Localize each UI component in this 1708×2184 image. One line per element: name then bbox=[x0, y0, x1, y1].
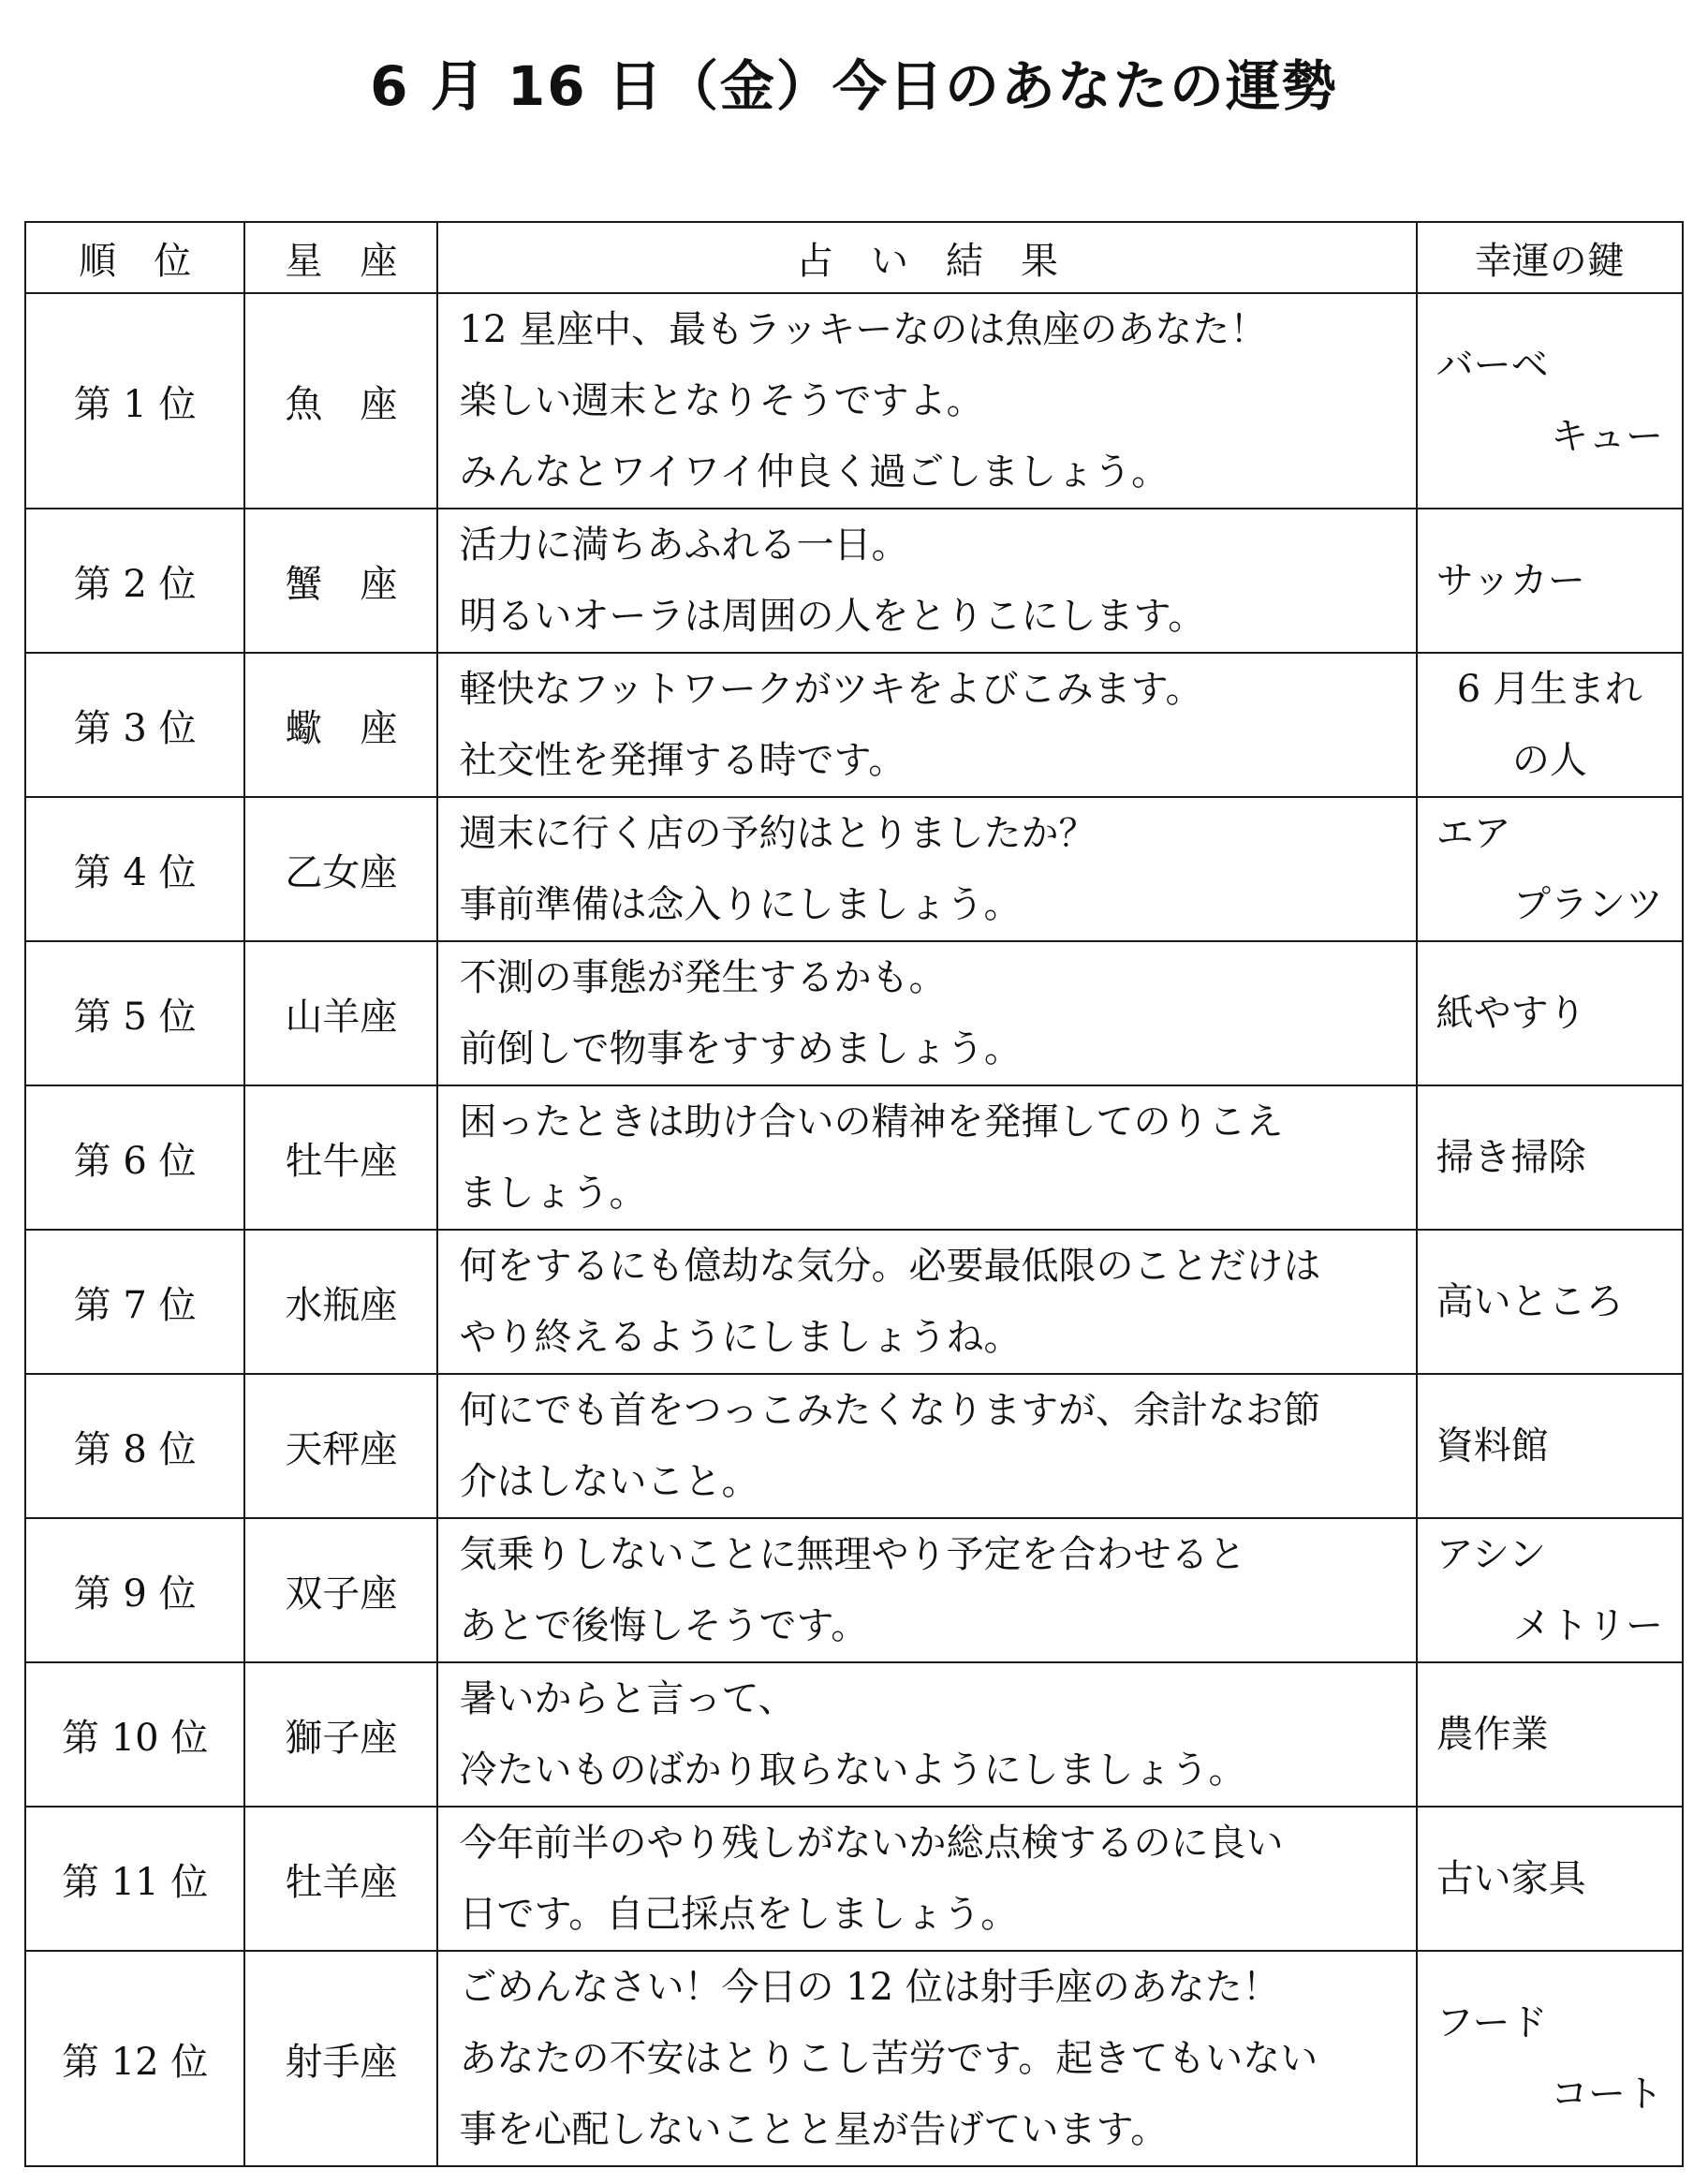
result-line: 明るいオーラは周囲の人をとりこにします。 bbox=[459, 595, 1206, 638]
table-row bbox=[25, 1662, 1683, 1807]
key-line: 古い家具 bbox=[1436, 1857, 1586, 1900]
rank-cell: 第 10 位 bbox=[25, 1662, 244, 1807]
key-line: 6 月生まれ bbox=[1456, 668, 1642, 711]
sign-cell: 牡牛座 bbox=[244, 1085, 437, 1230]
result-cell bbox=[437, 1951, 1416, 2166]
table-row bbox=[25, 509, 1683, 653]
sign-cell: 魚 座 bbox=[244, 293, 437, 509]
result-cell bbox=[437, 509, 1416, 653]
table-row bbox=[25, 653, 1683, 797]
result-cell bbox=[437, 941, 1416, 1085]
result-line: 楽しい週末となりそうですよ。 bbox=[459, 379, 984, 422]
result-line: 週末に行く店の予約はとりましたか？ bbox=[459, 812, 1097, 855]
result-line: ごめんなさい！今日の 12 位は射手座のあなた！ bbox=[459, 1966, 1280, 2009]
key-line: 紙やすり bbox=[1436, 992, 1586, 1035]
key-line: バーベ bbox=[1436, 344, 1549, 387]
sign-cell: 蠍 座 bbox=[244, 653, 437, 797]
table-row bbox=[25, 1951, 1683, 2166]
key-cell bbox=[1417, 293, 1683, 509]
sign-cell: 獅子座 bbox=[244, 1662, 437, 1807]
key-cell bbox=[1417, 1951, 1683, 2166]
result-line: 社交性を発揮する時です。 bbox=[459, 739, 906, 782]
table-row bbox=[25, 1230, 1683, 1374]
result-line: 日です。自己採点をしましょう。 bbox=[459, 1893, 1019, 1936]
rank-cell: 第 4 位 bbox=[25, 797, 244, 941]
sign-cell: 双子座 bbox=[244, 1518, 437, 1662]
header-rank: 順 位 bbox=[25, 222, 244, 293]
sign-cell: 牡羊座 bbox=[244, 1807, 437, 1951]
rank-cell: 第 9 位 bbox=[25, 1518, 244, 1662]
key-cell bbox=[1417, 1518, 1683, 1662]
key-line: エア bbox=[1436, 812, 1511, 855]
rank-cell: 第 6 位 bbox=[25, 1085, 244, 1230]
result-line: 何にでも首をつっこみたくなりますが、余計なお節 bbox=[459, 1389, 1321, 1432]
result-cell bbox=[437, 1085, 1416, 1230]
key-line: アシン bbox=[1436, 1533, 1547, 1576]
header-result: 占 い 結 果 bbox=[437, 222, 1416, 293]
key-line: サッカー bbox=[1436, 559, 1585, 602]
key-cell bbox=[1417, 1807, 1683, 1951]
table-row bbox=[25, 1085, 1683, 1230]
sign-cell: 天秤座 bbox=[244, 1374, 437, 1518]
result-line: 介はしないこと。 bbox=[459, 1460, 759, 1503]
result-cell bbox=[437, 1518, 1416, 1662]
key-line: 高いところ bbox=[1436, 1280, 1624, 1323]
result-cell bbox=[437, 1230, 1416, 1374]
key-line: 農作業 bbox=[1436, 1713, 1549, 1756]
key-line: プランツ bbox=[1513, 883, 1663, 926]
key-cell bbox=[1417, 653, 1683, 797]
result-line: 何をするにも億劫な気分。必要最低限のことだけは bbox=[459, 1245, 1321, 1288]
key-line: の人 bbox=[1511, 739, 1587, 782]
result-line: ましょう。 bbox=[459, 1172, 647, 1215]
result-line: 事前準備は念入りにしましょう。 bbox=[459, 883, 1022, 926]
result-line: 事を心配しないことと星が告げています。 bbox=[459, 2108, 1169, 2151]
header-sign: 星 座 bbox=[244, 222, 437, 293]
table-row bbox=[25, 1807, 1683, 1951]
key-cell bbox=[1417, 941, 1683, 1085]
table-row bbox=[25, 1518, 1683, 1662]
result-cell bbox=[437, 1807, 1416, 1951]
key-line: コート bbox=[1551, 2073, 1663, 2116]
key-cell bbox=[1417, 1230, 1683, 1374]
result-cell bbox=[437, 653, 1416, 797]
table-row bbox=[25, 941, 1683, 1085]
header-row bbox=[25, 222, 1683, 293]
result-line: 今年前半のやり残しがないか総点検するのに良い bbox=[459, 1822, 1284, 1865]
result-cell bbox=[437, 1374, 1416, 1518]
sign-cell: 射手座 bbox=[244, 1951, 437, 2166]
rank-cell: 第 2 位 bbox=[25, 509, 244, 653]
key-cell bbox=[1417, 1662, 1683, 1807]
result-line: やり終えるようにしましょうね。 bbox=[459, 1316, 1022, 1359]
table-row bbox=[25, 797, 1683, 941]
rank-cell: 第 8 位 bbox=[25, 1374, 244, 1518]
table-row bbox=[25, 1374, 1683, 1518]
result-line: 12 星座中、最もラッキーなのは魚座のあなた！ bbox=[459, 308, 1268, 351]
rank-cell: 第 12 位 bbox=[25, 1951, 244, 2166]
rank-cell: 第 1 位 bbox=[25, 293, 244, 509]
key-cell bbox=[1417, 797, 1683, 941]
rank-cell: 第 7 位 bbox=[25, 1230, 244, 1374]
result-line: あとで後悔しそうです。 bbox=[459, 1604, 869, 1647]
key-cell bbox=[1417, 509, 1683, 653]
rank-cell: 第 3 位 bbox=[25, 653, 244, 797]
sign-cell: 乙女座 bbox=[244, 797, 437, 941]
header-key: 幸運の鍵 bbox=[1417, 222, 1683, 293]
result-line: 軽快なフットワークがツキをよびこみます。 bbox=[459, 668, 1203, 711]
sign-cell: 蟹 座 bbox=[244, 509, 437, 653]
key-line: メトリー bbox=[1513, 1604, 1663, 1647]
result-line: 暑いからと言って、 bbox=[459, 1677, 796, 1720]
key-cell bbox=[1417, 1085, 1683, 1230]
key-line: 掃き掃除 bbox=[1436, 1136, 1586, 1179]
key-line: キュー bbox=[1551, 415, 1663, 458]
result-cell bbox=[437, 797, 1416, 941]
fortune-table bbox=[24, 221, 1684, 2167]
key-cell bbox=[1417, 1374, 1683, 1518]
result-line: 気乗りしないことに無理やり予定を合わせると bbox=[459, 1533, 1246, 1576]
result-line: 活力に満ちあふれる一日。 bbox=[459, 524, 909, 567]
result-line: 不測の事態が発生するかも。 bbox=[459, 956, 947, 999]
page-title: 6 月 16 日（金）今日のあなたの運勢 bbox=[370, 54, 1338, 118]
key-line: フード bbox=[1436, 2001, 1548, 2044]
result-line: 困ったときは助け合いの精神を発揮してのりこえ bbox=[459, 1100, 1284, 1144]
table-row bbox=[25, 293, 1683, 509]
result-cell bbox=[437, 1662, 1416, 1807]
sign-cell: 山羊座 bbox=[244, 941, 437, 1085]
rank-cell: 第 11 位 bbox=[25, 1807, 244, 1951]
key-line: 資料館 bbox=[1436, 1424, 1549, 1468]
result-line: みんなとワイワイ仲良く過ごしましょう。 bbox=[459, 450, 1170, 494]
result-cell bbox=[437, 293, 1416, 509]
result-line: 冷たいものばかり取らないようにしましょう。 bbox=[459, 1749, 1246, 1792]
rank-cell: 第 5 位 bbox=[25, 941, 244, 1085]
result-line: あなたの不安はとりこし苦労です。起きてもいない bbox=[459, 2037, 1318, 2080]
result-line: 前倒しで物事をすすめましょう。 bbox=[459, 1027, 1022, 1070]
sign-cell: 水瓶座 bbox=[244, 1230, 437, 1374]
